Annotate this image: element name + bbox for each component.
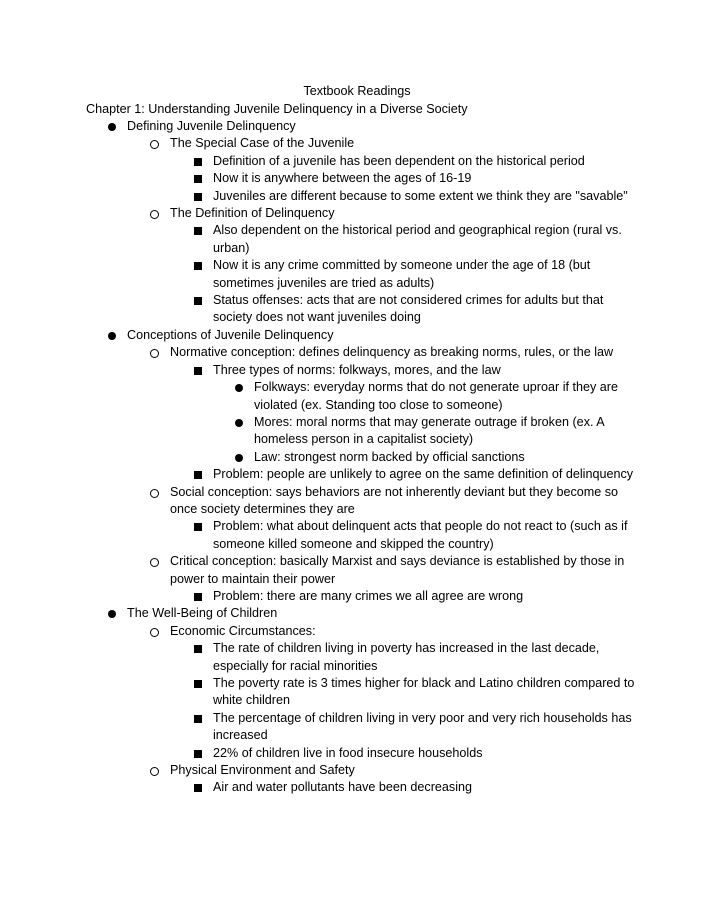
outline-item	[127, 605, 647, 622]
outline-item-text: 22% of children live in food insecure households	[213, 745, 483, 760]
hollow-circle-bullet-icon	[148, 135, 162, 152]
square-bullet-icon	[191, 640, 205, 657]
outline-item-text: The Definition of Delinquency	[170, 206, 335, 221]
outline-item-text: Conceptions of Juvenile Delinquency	[127, 327, 334, 342]
outline-item-text: Problem: people are unlikely to agree on the same definition of delinquency	[213, 467, 634, 482]
square-bullet-icon	[191, 745, 205, 762]
square-bullet-icon	[191, 675, 205, 692]
outline-item	[170, 553, 636, 588]
outline-item-text: Problem: what about delinquent acts that people do not react to (such as if someone killed someone and skipped the country)	[213, 519, 628, 551]
outline-item-text: Physical Environment and Safety	[170, 763, 355, 778]
square-bullet-icon	[191, 466, 205, 483]
square-bullet-icon	[191, 292, 205, 309]
outline-item-text: Also dependent on the historical period and geographical region (rural vs. urban)	[213, 223, 622, 255]
outline-item-text: The percentage of children living in very poor and very rich households has increased	[213, 710, 632, 743]
outline-item-text: Critical conception: basically Marxist and says deviance is established by those in power to maintain their power	[170, 554, 625, 586]
outline-item	[127, 118, 647, 135]
outline-item-text: Social conception: says behaviors are not inherently deviant but they become so once society determines they are	[170, 484, 619, 516]
outline-item-text: The Well-Being of Children	[127, 606, 278, 621]
outline-item	[213, 257, 635, 292]
outline-item	[254, 414, 634, 449]
outline-item	[170, 484, 636, 519]
outline-item-text: Definition of a juvenile has been dependent on the historical period	[213, 153, 585, 168]
outline-item-text: Economic Circumstances:	[170, 623, 316, 638]
filled-circle-bullet-icon	[105, 327, 119, 344]
filled-circle-bullet-icon	[232, 449, 246, 466]
outline-item	[213, 292, 635, 327]
square-bullet-icon	[191, 188, 205, 205]
square-bullet-icon	[191, 362, 205, 379]
outline-item-text: Problem: there are many crimes we all agree are wrong	[213, 588, 524, 603]
outline-item	[254, 379, 634, 414]
outline-item-text: Law: strongest norm backed by official sanctions	[254, 449, 525, 464]
outline-item-text: The rate of children living in poverty has increased in the last decade, especially for racial minorities	[213, 641, 600, 673]
hollow-circle-bullet-icon	[148, 205, 162, 222]
outline-item	[127, 327, 647, 344]
square-bullet-icon	[191, 153, 205, 170]
square-bullet-icon	[191, 710, 205, 727]
hollow-circle-bullet-icon	[148, 623, 162, 640]
outline-list	[0, 118, 714, 797]
filled-circle-bullet-icon	[232, 414, 246, 431]
outline-item	[213, 588, 635, 605]
outline-item	[213, 640, 635, 675]
hollow-circle-bullet-icon	[148, 762, 162, 779]
filled-circle-bullet-icon	[105, 605, 119, 622]
square-bullet-icon	[191, 588, 205, 605]
outline-item-text: Air and water pollutants have been decreasing	[213, 780, 473, 795]
outline-item-text: Now it is any crime committed by someone under the age of 18 (but sometimes juveniles are tried as adults)	[213, 258, 591, 290]
outline-item	[213, 222, 635, 257]
outline-item	[170, 135, 636, 152]
outline-item-text: The Special Case of the Juvenile	[170, 136, 355, 151]
outline-item-text: The poverty rate is 3 times higher for black and Latino children compared to white children	[213, 676, 635, 708]
outline-item-text: Three types of norms: folkways, mores, and the law	[213, 362, 501, 377]
outline-item-text: Juveniles are different because to some extent we think they are "savable"	[213, 188, 628, 203]
outline-item	[254, 449, 634, 466]
outline-item-text: Mores: moral norms that may generate outrage if broken (ex. A homeless person in a capitalist society)	[254, 414, 604, 447]
hollow-circle-bullet-icon	[148, 484, 162, 501]
outline-item-text: Folkways: everyday norms that do not generate uproar if they are violated (ex. Standing too close to someone)	[254, 380, 619, 412]
square-bullet-icon	[191, 779, 205, 796]
hollow-circle-bullet-icon	[148, 553, 162, 570]
page-title: Textbook Readings	[303, 84, 411, 98]
square-bullet-icon	[191, 170, 205, 187]
outline-item	[213, 675, 635, 710]
outline-item-text: Now it is anywhere between the ages of 16-19	[213, 171, 472, 186]
outline-item	[213, 518, 635, 553]
outline-item-text: Normative conception: defines delinquency as breaking norms, rules, or the law	[170, 345, 614, 360]
outline-item	[213, 188, 635, 205]
outline-item	[170, 344, 636, 361]
outline-item	[213, 153, 635, 170]
outline-item	[170, 623, 636, 640]
hollow-circle-bullet-icon	[148, 344, 162, 361]
outline-item	[213, 779, 635, 796]
square-bullet-icon	[191, 257, 205, 274]
chapter-heading: Chapter 1: Understanding Juvenile Delinquency in a Diverse Society	[86, 101, 468, 116]
outline-item-text: Defining Juvenile Delinquency	[127, 119, 296, 133]
outline-item-text: Status offenses: acts that are not considered crimes for adults but that society does not want juveniles doing	[213, 293, 604, 325]
outline-item	[213, 710, 635, 745]
square-bullet-icon	[191, 222, 205, 239]
outline-item	[213, 170, 635, 187]
outline-item	[213, 466, 635, 483]
outline-item	[213, 362, 635, 379]
outline-item	[170, 762, 636, 779]
square-bullet-icon	[191, 518, 205, 535]
outline-item	[213, 745, 635, 762]
filled-circle-bullet-icon	[105, 118, 119, 135]
filled-circle-bullet-icon	[232, 379, 246, 396]
outline-item	[170, 205, 636, 222]
